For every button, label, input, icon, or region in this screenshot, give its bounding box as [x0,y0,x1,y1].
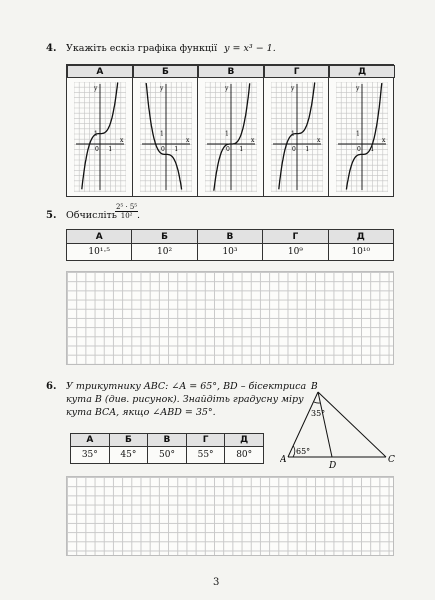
origin-label: 0 [95,146,99,153]
q4-formula: y = x³ − 1. [224,43,276,54]
q5-option-header: А [66,229,132,244]
axis-label-y: y [225,85,229,92]
label-b: B [311,382,318,392]
q4-graph-svg [140,82,192,192]
origin-label: 0 [291,146,296,153]
tick-label-y: 1 [225,130,230,138]
axis-label-x: x [251,137,255,144]
q5-answer-cell[interactable]: 10¹·⁵ [66,243,132,261]
origin-label: 0 [357,146,362,153]
bisector-bd [318,392,332,457]
q4-option-header: А [67,65,133,78]
tick-label-x: 1 [305,146,310,153]
q6-option-header: Б [109,433,149,447]
q5-option-header: Б [131,229,197,244]
q6-text-line-3: кута BCA, якщо ∠ABD = 35°. [66,407,216,418]
axis-label-x: x [316,137,321,144]
q6-option-header: А [70,433,110,447]
q6-text-line-2: кута B (див. рисунок). Знайдіть градусну міру [66,394,304,405]
tick-label-y: 1 [290,130,295,138]
q5-denominator: 10² [120,212,133,220]
q4-graph-svg [205,82,257,192]
q4-option-header: Г [264,65,330,78]
axis-label-x: x [382,137,386,144]
q5-number: 5. [46,210,57,221]
q5-option-header: В [197,229,263,244]
tick-label-y: 1 [356,130,361,138]
tick-label-x: 1 [173,146,178,153]
angle-a-label: 65° [296,447,311,456]
q4-option-graph-cell [67,78,133,196]
angle-b-label: 35° [311,409,326,418]
axis-label-y: y [159,85,163,92]
tick-label-y: 1 [159,130,164,138]
q6-answer-cell[interactable]: 45° [109,446,149,464]
q6-number: 6. [46,381,57,392]
label-a: A [280,455,287,465]
axis-label-x: x [185,137,189,144]
q5-text: Обчисліть [66,210,117,221]
q4-option-header: В [198,65,264,78]
q6-answer-cell[interactable]: 35° [70,446,110,464]
q6-work-grid[interactable] [66,476,394,556]
q6-option-header: Г [186,433,226,447]
axis-label-x: x [120,137,124,144]
q4-option-graph-cell [133,78,199,196]
function-curve [214,83,250,190]
q6-answer-cell[interactable]: 50° [147,446,187,464]
axis-label-y: y [290,85,295,92]
q5-answer-cell[interactable]: 10³ [197,243,263,261]
angle-b-arc [314,402,320,403]
axis-label-y: y [94,85,98,92]
q4-option-graph-cell [198,78,264,196]
q4-option-graph-cell [264,78,330,196]
q4-option-graph-cell [329,78,395,196]
q4-text [66,42,276,55]
q6-answer-cell[interactable]: 55° [186,446,226,464]
q6-answer-cell[interactable]: 80° [224,446,264,464]
page-number: 3 [213,577,220,588]
q5-numerator: 2⁵ · 5⁵ [116,203,138,211]
q5-answer-cell[interactable]: 10⁹ [262,243,328,261]
q4-graph-svg [74,82,126,192]
q4-option-header: Б [133,65,199,78]
tick-label-x: 1 [239,146,244,153]
q4-options-table [66,64,394,197]
q4-question: Укажіть ескіз графіка функції [66,43,218,54]
q6-text-line-1: У трикутнику ABC: ∠A = 65°, BD – бісектриса [66,381,307,392]
q4-number: 4. [46,43,57,54]
tick-label-x: 1 [370,146,375,153]
q5-answer-cell[interactable]: 10¹⁰ [328,243,394,261]
q6-option-header: Д [224,433,264,447]
q6-text [66,380,306,419]
q5-period: . [137,210,141,221]
q6-option-header: В [147,433,187,447]
q5-fraction [115,203,141,221]
label-c: C [388,455,395,465]
q5-answer-cell[interactable]: 10² [131,243,197,261]
q6-triangle-figure [280,378,400,470]
label-d: D [329,461,337,470]
tick-label-y: 1 [94,130,98,138]
q5-option-header: Г [262,229,328,244]
q4-graph-svg [336,82,388,192]
axis-label-y: y [356,85,360,92]
side-bc [318,392,386,457]
q5-option-header: Д [328,229,394,244]
q4-graph-svg [271,82,323,192]
origin-label: 0 [160,146,165,153]
origin-label: 0 [226,146,231,153]
q5-work-grid[interactable] [66,271,394,365]
q4-option-header: Д [329,65,395,78]
angle-a-arc [293,446,295,457]
tick-label-x: 1 [108,146,113,153]
